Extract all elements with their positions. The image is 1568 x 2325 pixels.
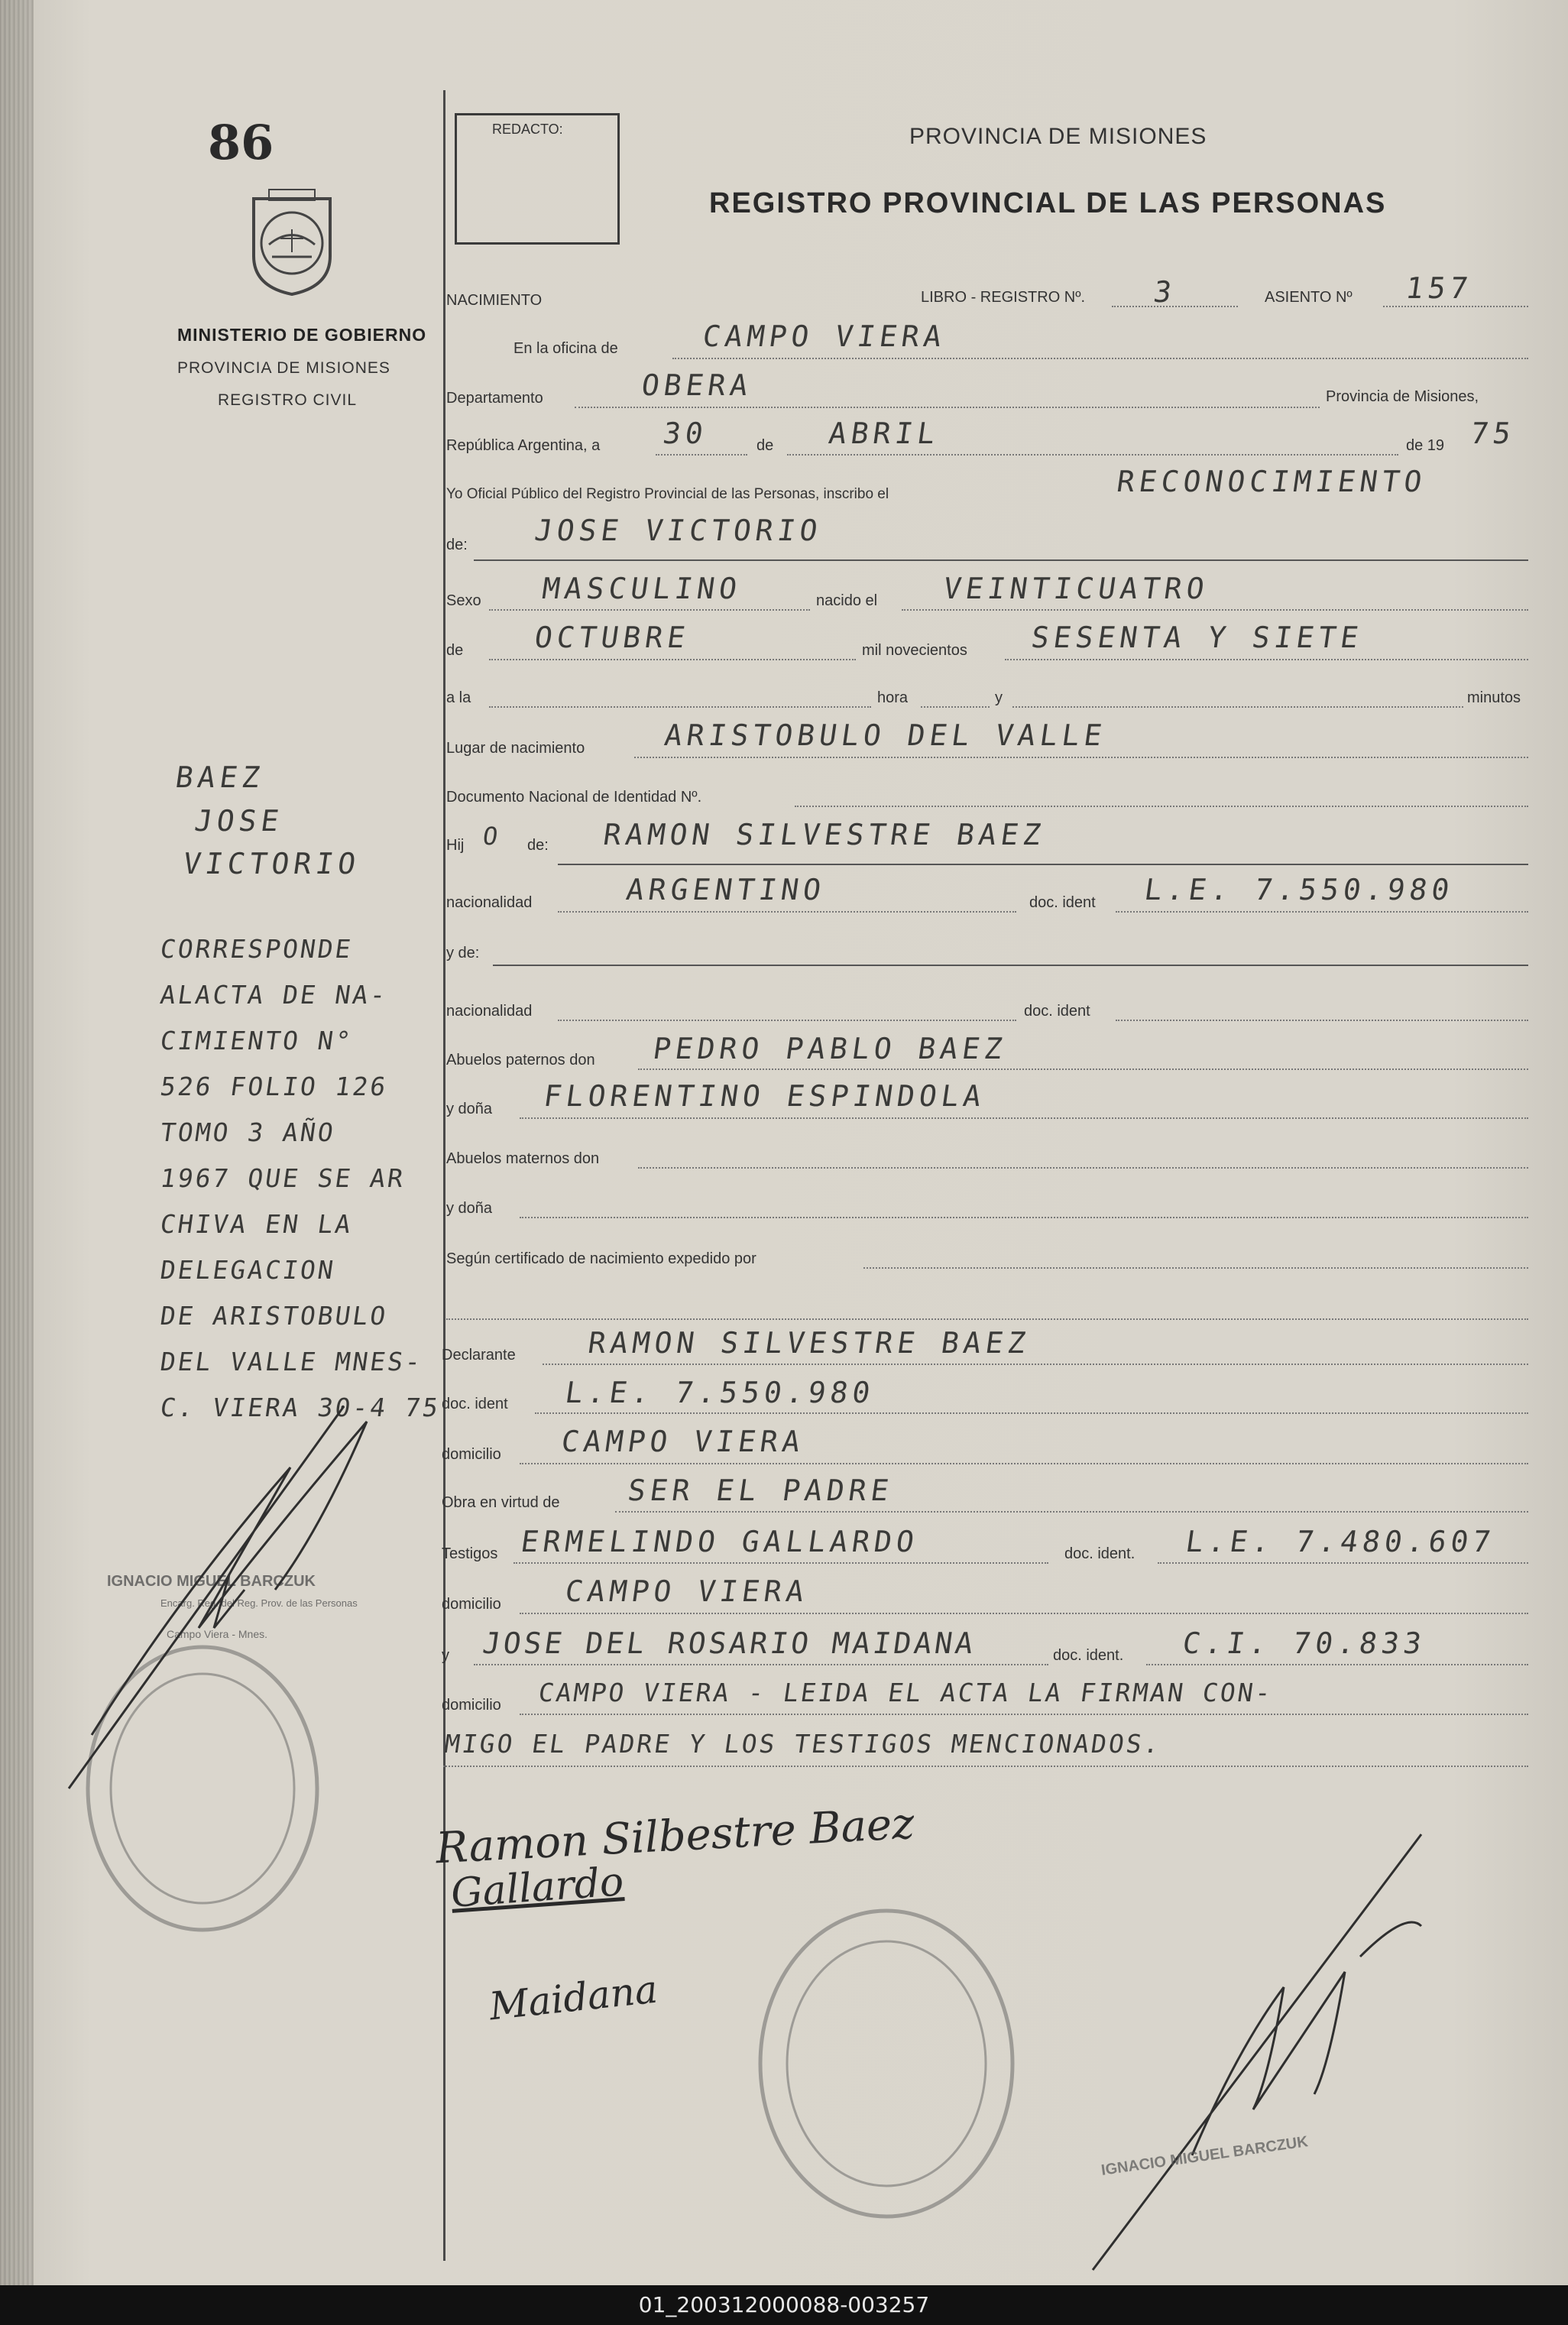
libro-line xyxy=(1112,306,1238,307)
testigo1-value: ERMELINDO GALLARDO xyxy=(518,1525,921,1558)
nacionalidad-line xyxy=(558,911,1016,913)
margin-note-line: CHIVA EN LA xyxy=(158,1209,355,1239)
closing-line-1: CAMPO VIERA - LEIDA EL ACTA LA FIRMAN CON- xyxy=(536,1678,1275,1707)
testigo2-doc-label: doc. ident. xyxy=(1053,1647,1124,1664)
ydona-label: y doña xyxy=(446,1101,493,1117)
margin-name-line-3: VICTORIO xyxy=(180,847,363,880)
lugar-label: Lugar de nacimiento xyxy=(446,740,585,757)
testigo1-doc-line xyxy=(1158,1562,1528,1564)
margin-note-line: 526 FOLIO 126 xyxy=(158,1072,390,1101)
certificado-line-2 xyxy=(446,1318,1528,1320)
nacimiento-label: NACIMIENTO xyxy=(446,292,543,309)
minutos-line xyxy=(1012,706,1463,708)
page-number: 86 xyxy=(208,115,274,170)
bottom-stamp-name: IGNACIO MIGUEL BARCZUK xyxy=(1100,2133,1310,2179)
left-province: PROVINCIA DE MISIONES xyxy=(177,359,390,377)
obra-line xyxy=(615,1511,1528,1513)
certificado-line xyxy=(863,1267,1528,1269)
redacto-label: REDACTO: xyxy=(492,122,563,137)
dia-line xyxy=(656,454,747,456)
testigo2-doc-value: C.I. 70.833 xyxy=(1180,1626,1428,1660)
docident-line xyxy=(1116,911,1528,913)
asiento-value: 157 xyxy=(1403,271,1475,305)
obra-value: SER EL PADRE xyxy=(625,1474,896,1507)
decl-doc-value: L.E. 7.550.980 xyxy=(562,1376,877,1409)
abuelos-mat-line xyxy=(638,1167,1528,1169)
testigo1-line xyxy=(513,1562,1048,1564)
domicilio-value: CAMPO VIERA xyxy=(559,1425,807,1458)
decl-doc-label: doc. ident xyxy=(442,1396,508,1412)
provincia-label: Provincia de Misiones, xyxy=(1326,388,1479,405)
center-round-seal-icon xyxy=(749,1903,1024,2224)
yde-rule xyxy=(493,965,1528,966)
acto-value: RECONOCIMIENTO xyxy=(1114,465,1429,498)
province-seal-icon xyxy=(238,183,345,298)
docident-value: L.E. 7.550.980 xyxy=(1142,873,1456,906)
domicilio2-value: CAMPO VIERA xyxy=(562,1574,811,1608)
y2-label: y xyxy=(442,1647,449,1664)
oficial-label: Yo Oficial Público del Registro Provincial de las Personas, inscribo el xyxy=(446,486,889,502)
asiento-line xyxy=(1383,306,1528,307)
domicilio3-label: domicilio xyxy=(442,1697,501,1714)
anio-value: 75 xyxy=(1468,417,1518,450)
de3-label: de xyxy=(446,642,464,659)
left-margin-signature-icon xyxy=(46,1376,474,1804)
header-title: REGISTRO PROVINCIAL DE LAS PERSONAS xyxy=(709,187,1387,219)
dia-value: 30 xyxy=(660,417,710,450)
signature-declarant: Ramon Silbestre Baez xyxy=(434,1798,916,1874)
decl-doc-line xyxy=(535,1412,1528,1414)
lugar-value: ARISTOBULO DEL VALLE xyxy=(662,718,1109,752)
margin-note-line: 1967 QUE SE AR xyxy=(158,1163,407,1193)
nacionalidad2-line xyxy=(558,1020,1016,1021)
nacionalidad2-label: nacionalidad xyxy=(446,1003,533,1020)
hora-label: hora xyxy=(877,689,909,706)
mil-label: mil novecientos xyxy=(862,642,967,659)
nacido-value: VEINTICUATRO xyxy=(941,572,1211,605)
asiento-label: ASIENTO Nº xyxy=(1265,289,1353,306)
departamento-value: OBERA xyxy=(639,368,755,402)
hijo-de-label: de: xyxy=(527,837,549,854)
nacido-label: nacido el xyxy=(816,592,878,609)
mes-nac-line xyxy=(489,659,856,660)
testigo2-line xyxy=(474,1664,1048,1665)
hijo-suffix: O xyxy=(481,822,504,851)
ala-label: a la xyxy=(446,689,471,706)
departamento-line xyxy=(575,407,1320,408)
margin-name-line-1: BAEZ xyxy=(173,760,267,794)
testigo1-doc-value: L.E. 7.480.607 xyxy=(1183,1525,1498,1558)
anio-nac-line xyxy=(1005,659,1528,660)
mes-value: ABRIL xyxy=(826,417,942,450)
margin-note-line: CORRESPONDE xyxy=(158,934,355,964)
anio-nac-value: SESENTA Y SIETE xyxy=(1029,621,1366,654)
ydona2-label: y doña xyxy=(446,1200,493,1217)
oficina-value: CAMPO VIERA xyxy=(700,319,948,353)
declarante-label: Declarante xyxy=(442,1347,516,1364)
abuela-pat-value: FLORENTINO ESPINDOLA xyxy=(541,1079,988,1113)
abuela-pat-line xyxy=(520,1117,1528,1119)
ala-line xyxy=(489,706,871,708)
nacionalidad-label: nacionalidad xyxy=(446,894,533,911)
stamp-name: IGNACIO MIGUEL BARCZUK xyxy=(107,1573,316,1590)
testigo2-doc-line xyxy=(1146,1664,1528,1665)
de-label: de xyxy=(756,437,774,454)
libro-value: 3 xyxy=(1151,275,1178,309)
margin-note-line: DE ARISTOBULO xyxy=(158,1301,390,1331)
abuelo-pat-value: PEDRO PABLO BAEZ xyxy=(650,1032,1009,1065)
yde-label: y de: xyxy=(446,945,480,961)
de2-label: de: xyxy=(446,537,468,553)
certificado-label: Según certificado de nacimiento expedido por xyxy=(446,1250,756,1267)
lugar-line xyxy=(634,757,1528,758)
departamento-label: Departamento xyxy=(446,390,543,407)
nacionalidad-value: ARGENTINO xyxy=(624,873,828,906)
closing-line-2-rule xyxy=(443,1766,1528,1767)
domicilio2-label: domicilio xyxy=(442,1596,501,1613)
image-caption: 01_200312000088-003257 xyxy=(0,2285,1568,2325)
oficina-label: En la oficina de xyxy=(513,340,618,357)
abuelos-pat-label: Abuelos paternos don xyxy=(446,1052,595,1068)
obra-label: Obra en virtud de xyxy=(442,1494,560,1511)
docident2-label: doc. ident xyxy=(1024,1003,1090,1020)
stamp-place: Campo Viera - Mnes. xyxy=(167,1628,268,1640)
stamp-role: Encarg. Reg. del Reg. Prov. de las Personas xyxy=(160,1597,358,1609)
redacto-box xyxy=(455,113,620,245)
sexo-value: MASCULINO xyxy=(539,572,744,605)
testigo1-doc-label: doc. ident. xyxy=(1064,1545,1136,1562)
margin-note-line: CIMIENTO N° xyxy=(158,1026,355,1055)
margin-name-line-2: JOSE xyxy=(192,804,286,838)
padre-rule xyxy=(558,864,1528,865)
testigo2-value: JOSE DEL ROSARIO MAIDANA xyxy=(480,1626,979,1660)
declarante-value: RAMON SILVESTRE BAEZ xyxy=(585,1326,1032,1360)
domicilio-line xyxy=(520,1463,1528,1464)
republica-label: República Argentina, a xyxy=(446,437,601,454)
left-registry: REGISTRO CIVIL xyxy=(218,391,358,409)
abuelo-pat-line xyxy=(638,1068,1528,1070)
hijo-label: Hij xyxy=(446,837,465,854)
closing-line-2: MIGO EL PADRE Y LOS TESTIGOS MENCIONADOS. xyxy=(442,1729,1164,1759)
mes-line xyxy=(787,454,1398,456)
sexo-label: Sexo xyxy=(446,592,481,609)
margin-note-line: DEL VALLE MNES- xyxy=(158,1347,425,1377)
dni-line xyxy=(795,806,1528,807)
declarante-line xyxy=(543,1364,1528,1365)
closing-line-1-rule xyxy=(520,1714,1528,1715)
nacido-line xyxy=(902,609,1528,611)
margin-note-line: C. VIERA 30-4 75 xyxy=(158,1393,442,1422)
testigos-label: Testigos xyxy=(442,1545,498,1562)
signature-witness-1: Gallardo xyxy=(449,1859,626,1917)
signature-witness-2: Maidana xyxy=(487,1967,660,2029)
mes-nac-value: OCTUBRE xyxy=(532,621,692,654)
margin-rule xyxy=(443,90,445,2261)
domicilio-label: domicilio xyxy=(442,1446,501,1463)
oficina-line xyxy=(672,358,1528,359)
margin-note-line: TOMO 3 AÑO xyxy=(158,1117,338,1147)
ministry-heading: MINISTERIO DE GOBIERNO xyxy=(177,325,427,345)
docident2-line xyxy=(1116,1020,1528,1021)
officer-signature-icon xyxy=(1085,1819,1513,2278)
nombre-rule xyxy=(474,559,1528,561)
padre-value: RAMON SILVESTRE BAEZ xyxy=(601,818,1048,851)
minutos-label: minutos xyxy=(1467,689,1521,706)
dni-label: Documento Nacional de Identidad Nº. xyxy=(446,789,702,806)
y-label: y xyxy=(995,689,1003,706)
margin-note-line: DELEGACION xyxy=(158,1255,338,1285)
domicilio2-line xyxy=(520,1613,1528,1614)
book-binding-edge xyxy=(0,0,34,2285)
nombre-value: JOSE VICTORIO xyxy=(532,514,824,547)
abuelos-mat-label: Abuelos maternos don xyxy=(446,1150,600,1167)
margin-note-line: ALACTA DE NA- xyxy=(158,980,390,1010)
header-province: PROVINCIA DE MISIONES xyxy=(909,124,1207,149)
anio-prefix: de 19 xyxy=(1406,437,1445,454)
abuela-mat-line xyxy=(520,1217,1528,1218)
libro-label: LIBRO - REGISTRO Nº. xyxy=(921,289,1086,306)
hora-line xyxy=(921,706,990,708)
sexo-line xyxy=(489,609,810,611)
docident-label: doc. ident xyxy=(1029,894,1096,911)
